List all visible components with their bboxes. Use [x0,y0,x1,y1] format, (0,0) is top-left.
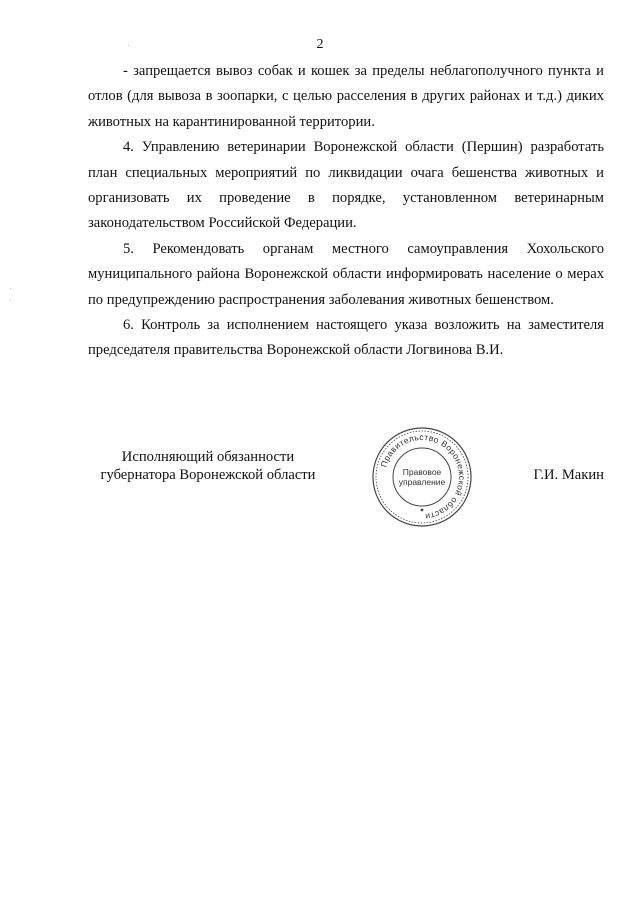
page-number: 2 [316,37,324,52]
signatory-title-line-2: губернатора Воронежской области [100,467,316,483]
paragraph-item-4: 4. Управлению ветеринарии Воронежской области (Першин) разработать план специальных мероприятий по ликвидации очага бешенства животных и организовать их проведение в порядке, установленном ветеринарным законодательством Российской Федерации. [88,139,604,232]
paragraph-item-5: 5. Рекомендовать органам местного самоуправления Хохольского муниципального района Воронежской области информировать население о мерах по предупреждению распространения заболевания животных бешенством. [88,240,604,308]
document-body [88,59,604,364]
stamp-seal-icon [370,425,474,529]
signatory-title-line-1: Исполняющий обязанности [121,449,295,465]
signatory-title [88,448,328,484]
stamp-ring-text: Правительство Воронежской области [378,431,468,522]
scan-speck [10,288,11,289]
signatory-name: Г.И. Макин [533,467,604,483]
paragraph-prohibition: - запрещается вывоз собак и кошек за пределы неблагополучного пункта и отлов (для вывоза в зоопарки, с целью расселения в других районах и т.д.) диких животных на карантинированной территории. [88,63,604,130]
scan-speck [128,45,129,46]
paragraph-item-6: 6. Контроль за исполнением настоящего указа возложить на заместителя председателя правительства Воронежской области Логвинова В.И. [88,317,604,359]
stamp-center-line-2: управление [398,477,446,487]
official-stamp [370,425,474,529]
scan-speck [10,300,11,301]
stamp-center-line-1: Правовое [402,467,442,477]
